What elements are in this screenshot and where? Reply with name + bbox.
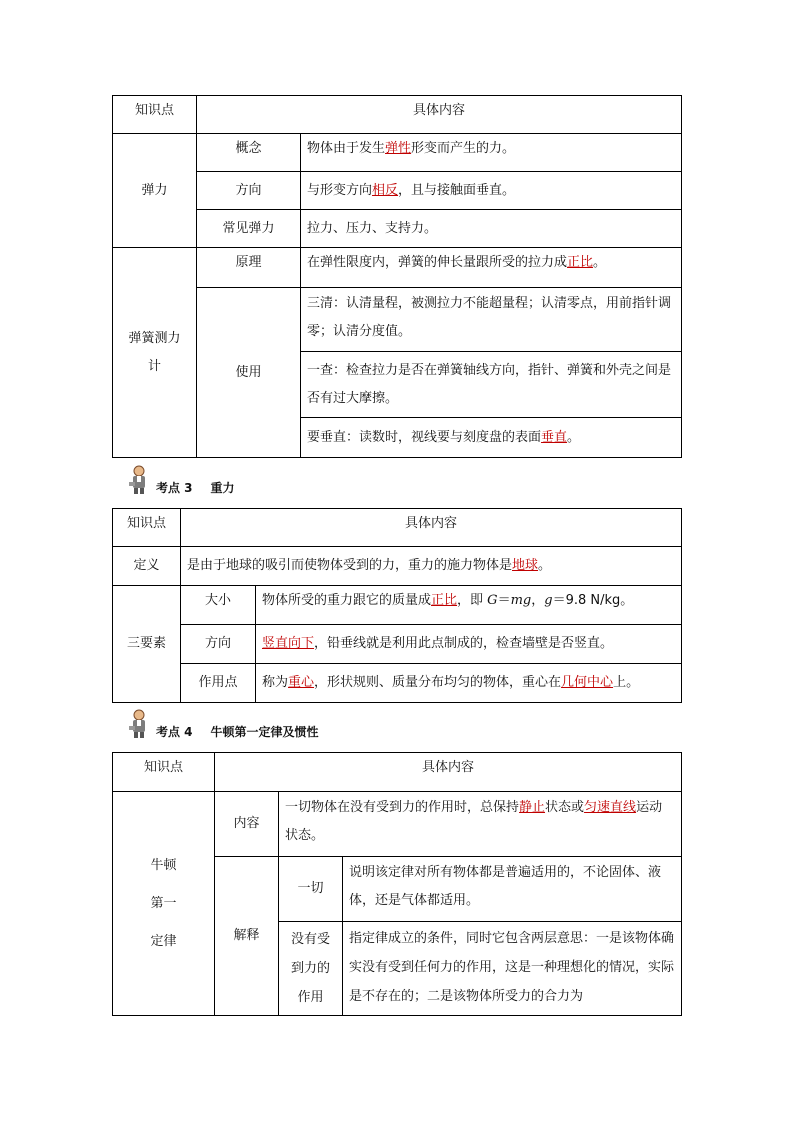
all-label: 一切	[279, 857, 343, 922]
size-text: 物体所受的重力跟它的质量成正比，即 G＝mg，g＝9.8 N/kg。	[256, 586, 682, 625]
common-label: 常见弹力	[197, 210, 301, 248]
section-3-title: 重力	[210, 481, 235, 495]
gravity-direction-label: 方向	[181, 625, 256, 664]
section-4-title: 牛顿第一定律及惯性	[210, 725, 319, 739]
section-3-number: 考点 3	[156, 481, 193, 495]
no-force-text: 指定律成立的条件，同时它包含两层意思：一是该物体确实没有受到任何力的作用，这是一种理想化的情况，实际是不存在的；二是该物体所受力的合力为	[343, 922, 682, 1016]
gravity-direction-text: 竖直向下，铅垂线就是利用此点制成的，检查墙壁是否竖直。	[256, 625, 682, 664]
group-line-3: 定律	[150, 933, 177, 949]
no-force-label-line-3: 作用	[297, 990, 324, 1005]
principle-label: 原理	[197, 248, 301, 288]
concept-text: 物体由于发生弹性形变而产生的力。	[301, 134, 682, 172]
common-text: 拉力、压力、支持力。	[301, 210, 682, 248]
newton-law-group	[113, 792, 215, 1016]
content-text: 一切物体在没有受到力的作用时，总保持静止状态或匀速直线运动状态。	[279, 792, 682, 857]
section-4-heading	[128, 706, 319, 740]
teacher-figure-icon	[128, 708, 150, 740]
header-knowledge: 知识点	[113, 509, 181, 547]
scale-group: 弹簧测力计	[113, 248, 197, 458]
header-content: 具体内容	[181, 509, 682, 547]
definition-label: 定义	[113, 547, 181, 586]
section-3-heading	[128, 462, 235, 496]
no-force-label	[279, 922, 343, 1016]
three-elements-group: 三要素	[113, 586, 181, 703]
header-knowledge: 知识点	[113, 96, 197, 134]
action-point-text: 称为重心，形状规则、质量分布均匀的物体，重心在几何中心上。	[256, 664, 682, 703]
use-vertical: 要垂直：读数时，视线要与刻度盘的表面垂直。	[301, 418, 682, 458]
gravity-table	[112, 508, 682, 703]
no-force-label-line-2: 到力的	[290, 961, 330, 976]
elastic-group: 弹力	[113, 134, 197, 248]
use-one-check: 一查：检查拉力是否在弹簧轴线方向，指针、弹簧和外壳之间是否有过大摩擦。	[301, 352, 682, 418]
newton-law-table	[112, 752, 682, 1016]
header-knowledge: 知识点	[113, 753, 215, 792]
content-label: 内容	[215, 792, 279, 857]
teacher-figure-icon	[128, 464, 150, 496]
concept-label: 概念	[197, 134, 301, 172]
use-label: 使用	[197, 288, 301, 458]
action-point-label: 作用点	[181, 664, 256, 703]
all-text: 说明该定律对所有物体都是普遍适用的，不论固体、液体，还是气体都适用。	[343, 857, 682, 922]
group-line-1: 牛顿	[150, 857, 177, 873]
definition-text: 是由于地球的吸引而使物体受到的力，重力的施力物体是地球。	[181, 547, 682, 586]
use-three-clear: 三清：认清量程，被测拉力不能超量程；认清零点，用前指针调零；认清分度值。	[301, 288, 682, 352]
size-label: 大小	[181, 586, 256, 625]
elastic-force-table	[112, 95, 682, 458]
section-4-number: 考点 4	[156, 725, 193, 739]
no-force-label-line-1: 没有受	[290, 932, 330, 947]
explain-label: 解释	[215, 857, 279, 1016]
group-line-2: 第一	[150, 895, 177, 911]
header-content: 具体内容	[197, 96, 682, 134]
direction-label: 方向	[197, 172, 301, 210]
direction-text: 与形变方向相反，且与接触面垂直。	[301, 172, 682, 210]
principle-text: 在弹性限度内，弹簧的伸长量跟所受的拉力成正比。	[301, 248, 682, 288]
header-content: 具体内容	[215, 753, 682, 792]
